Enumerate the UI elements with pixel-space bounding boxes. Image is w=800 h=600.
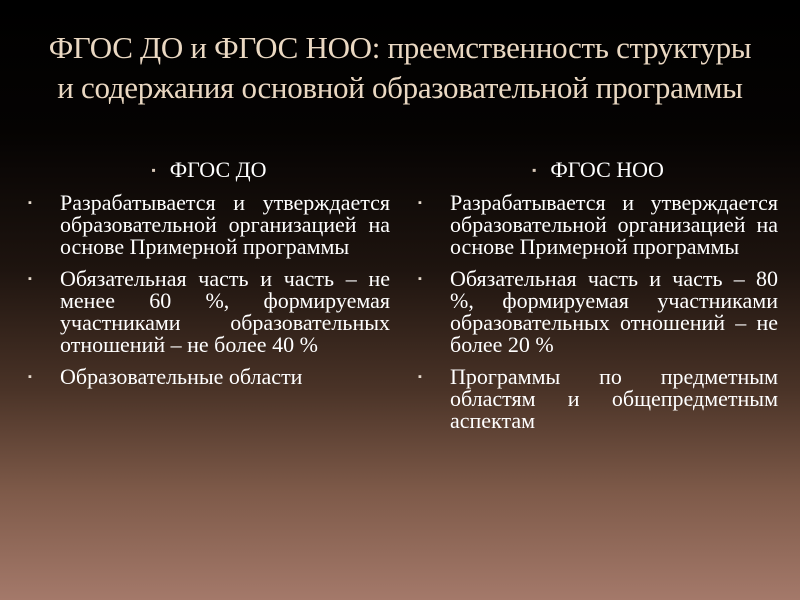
list-item-text: Образовательные области (60, 364, 303, 389)
list-item (28, 366, 390, 388)
square-bullet-icon: ▪ (28, 197, 32, 209)
column-fgos-noo (418, 156, 778, 442)
list-item (418, 268, 778, 356)
list-item (28, 192, 390, 258)
list-item-text: Обязательная часть и часть – не менее 60 %, формируемая участниками образовательных отношений – не более 40 % (60, 266, 390, 357)
bullet-list (28, 192, 390, 388)
column-heading (418, 156, 778, 184)
column-heading-label: ФГОС ДО (169, 157, 267, 182)
list-item-text: Обязательная часть и часть – 80 %, формируемая участниками образовательных отношений – не более 20 % (450, 266, 778, 357)
list-item-text: Разрабатывается и утверждается образовательной организацией на основе Примерной программы (450, 190, 778, 259)
list-item (28, 268, 390, 356)
list-item-text: Программы по предметным областям и общепредметным аспектам (450, 364, 778, 433)
list-item (418, 366, 778, 432)
square-bullet-icon: ▪ (532, 162, 537, 177)
square-bullet-icon: ▪ (28, 371, 32, 383)
slide-title: ФГОС ДО и ФГОС НОО: преемственность структуры и содержания основной образовательной программы (48, 30, 752, 105)
square-bullet-icon: ▪ (418, 273, 422, 285)
square-bullet-icon: ▪ (418, 197, 422, 209)
square-bullet-icon: ▪ (151, 162, 156, 177)
bullet-list (418, 192, 778, 432)
column-heading-label: ФГОС НОО (550, 157, 664, 182)
list-item-text: Разрабатывается и утверждается образовательной организацией на основе Примерной программы (60, 190, 390, 259)
square-bullet-icon: ▪ (28, 273, 32, 285)
list-item (418, 192, 778, 258)
square-bullet-icon: ▪ (418, 371, 422, 383)
column-fgos-do (28, 156, 390, 398)
column-heading (28, 156, 390, 184)
